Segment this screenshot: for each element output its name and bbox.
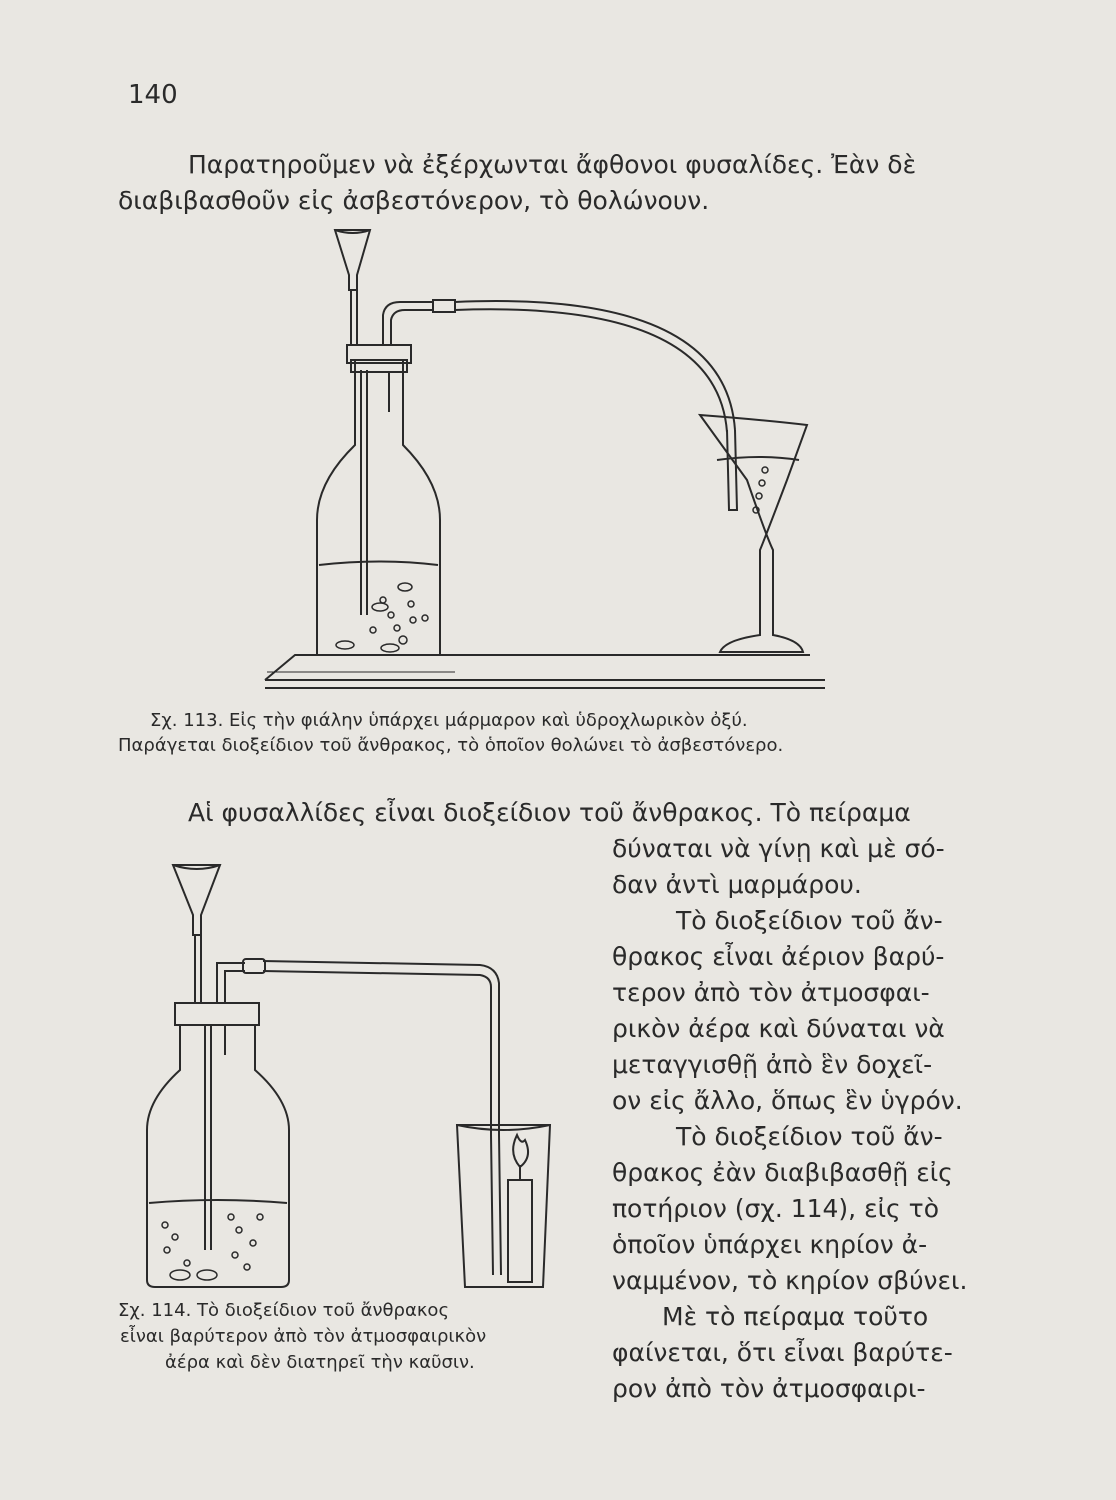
figure-114-caption-line-1: Σχ. 114. Τὸ διοξείδιον τοῦ ἄνθρακος: [118, 1300, 450, 1321]
figure-114-caption-line-3: ἀέρα καὶ δὲν διατηρεῖ τὴν καῦσιν.: [165, 1352, 475, 1373]
figure-114-stopper: [175, 1003, 259, 1025]
right-column-line-5: μεταγγισθῇ ἀπὸ ἓν δοχεῖ-: [612, 1050, 933, 1079]
right-column-line-6: ον εἰς ἄλλο, ὅπως ἓν ὑγρόν.: [612, 1086, 963, 1115]
bubbles-line-1: Αἱ φυσαλλίδες εἶναι διοξείδιον τοῦ ἄνθρακος. Τὸ πείραμα: [188, 798, 911, 827]
figure-114-candle: [508, 1135, 532, 1282]
right-column-line-14: ρον ἀπὸ τὸν ἀτμοσφαιρι-: [612, 1374, 926, 1403]
right-column-line-3: τερον ἀπὸ τὸν ἀτμοσφαι-: [612, 978, 930, 1007]
figure-114-caption-line-2: εἶναι βαρύτερον ἀπὸ τὸν ἀτμοσφαιρικὸν: [120, 1326, 487, 1347]
intro-line-1: Παρατηροῦμεν νὰ ἐξέρχωνται ἄφθονοι φυσαλίδες. Ἐὰν δὲ: [188, 150, 917, 179]
page-number: 140: [128, 80, 178, 110]
figure-114-drinking-glass: [457, 1125, 550, 1287]
right-column-line-11: ναμμένον, τὸ κηρίον σβύνει.: [612, 1266, 968, 1295]
figure-113-delivery-tube: [383, 300, 737, 510]
bubbles-line-2: δύναται νὰ γίνῃ καὶ μὲ σό-: [612, 834, 945, 863]
figure-113-stopper: [347, 345, 411, 372]
right-column-line-10: ὁποῖον ὑπάρχει κηρίον ἀ-: [612, 1230, 928, 1259]
right-column-line-12: Μὲ τὸ πείραμα τοῦτο: [662, 1302, 929, 1331]
right-column-line-13: φαίνεται, ὅτι εἶναι βαρύτε-: [612, 1338, 953, 1367]
figure-113-wine-glass: [700, 415, 807, 652]
figure-114-bubbles: [162, 1214, 263, 1280]
right-column-line-2: θρακος εἶναι ἀέριον βαρύ-: [612, 942, 945, 971]
figure-114-illustration: [135, 855, 575, 1295]
figure-113-caption-line-1: Σχ. 113. Εἰς τὴν φιάλην ὑπάρχει μάρμαρον καὶ ὑδροχλωρικὸν ὀξύ.: [150, 710, 748, 731]
figure-113-caption-line-2: Παράγεται διοξείδιον τοῦ ἄνθρακος, τὸ ὁποῖον θολώνει τὸ ἀσβεστόνερο.: [118, 735, 784, 756]
right-column-line-4: ρικὸν ἀέρα καὶ δύναται νὰ: [612, 1014, 945, 1043]
right-column-line-8: θρακος ἐὰν διαβιβασθῇ εἰς: [612, 1158, 953, 1187]
bubbles-line-3: δαν ἀντὶ μαρμάρου.: [612, 870, 862, 899]
figure-113-base-board: [265, 655, 825, 688]
figure-113-illustration: [255, 220, 835, 700]
right-column-line-9: ποτήριον (σχ. 114), εἰς τὸ: [612, 1194, 940, 1223]
figure-113-funnel: [335, 230, 370, 615]
right-column-line-1: Τὸ διοξείδιον τοῦ ἄν-: [676, 906, 943, 935]
intro-line-2: διαβιβασθοῦν εἰς ἀσβεστόνερον, τὸ θολώνουν.: [118, 186, 710, 215]
right-column-line-7: Τὸ διοξείδιον τοῦ ἄν-: [676, 1122, 943, 1151]
figure-113-bubbles: [336, 467, 768, 652]
